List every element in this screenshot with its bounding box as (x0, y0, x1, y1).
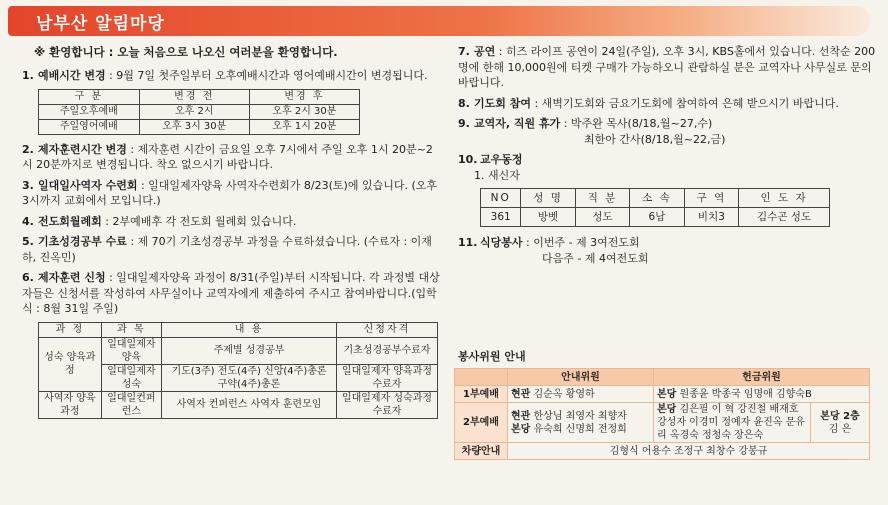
notice-text: : 이번주 - 제 3여전도회 (522, 236, 640, 249)
table-header: 구 역 (684, 189, 738, 208)
notice-7 (458, 44, 878, 91)
table-header: 직 분 (575, 189, 629, 208)
notice-5 (22, 234, 442, 265)
notice-heading: 제자훈련시간 변경 (38, 142, 127, 156)
title-bar (8, 6, 870, 36)
table-cell: 주일영어예배 (39, 119, 140, 134)
discipleship-course-table (38, 322, 438, 419)
notice-heading: 식당봉사 (480, 236, 523, 249)
table-cell: 주일오후예배 (39, 104, 140, 119)
table-row (455, 443, 870, 460)
notice-heading: 전도회월례회 (38, 214, 102, 228)
notice-number: 7. (458, 45, 470, 58)
location-tag: 본당 (511, 423, 531, 435)
notice-text: : 2부예배후 각 전도회 월례회 있습니다. (101, 214, 297, 228)
table-row (455, 403, 870, 443)
table-header: 과 정 (39, 322, 102, 337)
notice-text: : 일대일제자양육 과정이 8/31(주일)부터 시작됩니다. 각 과정별 대상자들은 신청서를 작성하여 사무실이나 교역자에게 제출하여 주시고 참여바랍니다.(입학식 : 8월 31일 주일) (22, 271, 440, 315)
notice-number: 1. (22, 69, 34, 82)
notice-text: 다음주 - 제 4여전도회 (542, 251, 649, 265)
table-cell: 성도 (575, 208, 629, 227)
table-cell: 오후 2시 30분 (249, 104, 359, 119)
location-tag: 본당 (657, 404, 677, 415)
table-cell: 일대일제자양육 (101, 337, 161, 364)
notice-3 (22, 178, 442, 209)
table-header: 소 속 (630, 189, 684, 208)
notice-heading: 예배시간 변경 (38, 69, 106, 82)
notice-text: : 박주완 목사(8/18,월~27,수) (560, 117, 713, 130)
notice-text: : 새벽기도회와 금요기도회에 참여하여 은혜 받으시기 바랍니다. (530, 96, 839, 110)
table-cell: 성숙 양육과정 (39, 337, 102, 391)
notice-1 (22, 68, 442, 84)
service-time-table (38, 89, 360, 135)
notice-text: 최한아 간사(8/18,월~22,금) (584, 132, 726, 146)
table-cell (508, 386, 654, 403)
table-cell: 주제별 성경공부 (162, 337, 337, 364)
table-header: 내 용 (162, 322, 337, 337)
table-cell: 6남 (630, 208, 684, 227)
names: 한상님 최영자 최향자 (533, 410, 627, 422)
table-row (39, 391, 438, 418)
table-cell (654, 386, 870, 403)
table-row (39, 337, 438, 364)
page-title: 남부산 알림마당 (36, 14, 165, 34)
notice-number: 4. (22, 214, 34, 228)
table-cell: 일대일제자 성숙과정 수료자 (336, 391, 437, 418)
new-member-table (480, 188, 830, 227)
table-header: 인 도 자 (739, 189, 830, 208)
table-cell: 기도(3주) 전도(4주) 신앙(4주)총론 구약(4주)총론 (162, 364, 337, 391)
table-row (455, 386, 870, 403)
table-cell (811, 403, 870, 443)
location-tag: 현관 (511, 410, 531, 422)
notice-heading: 교우동정 (480, 153, 523, 166)
welcome-message: ※ 환영합니다 : 오늘 처음으로 나오신 여러분을 환영합니다. (34, 45, 338, 59)
table-cell: 오후 2시 (139, 104, 249, 119)
notice-number: 6. (22, 271, 34, 284)
table-header: 성 명 (521, 189, 575, 208)
volunteer-section-title: 봉사위원 안내 (458, 350, 526, 363)
table-header: 안내위원 (508, 369, 654, 386)
table-row (39, 119, 360, 134)
notice-6 (22, 270, 442, 317)
table-header: 변경 전 (139, 89, 249, 104)
table-cell: 비치3 (684, 208, 738, 227)
row-label: 2부예배 (455, 403, 508, 443)
notice-heading: 일대일사역자 수련회 (38, 178, 138, 192)
notice-number: 5. (22, 235, 34, 248)
notice-heading: 교역자, 직원 휴가 (474, 117, 561, 130)
location-tag: 본당 2층 (820, 410, 860, 422)
table-header: 과 목 (101, 322, 161, 337)
location-tag: 본당 (657, 388, 677, 400)
names: 김 은 (828, 423, 852, 435)
notice-number: 3. (22, 178, 34, 192)
volunteer-table (454, 368, 870, 460)
notice-9 (458, 116, 878, 147)
table-cell: 일대일제자 양육과정 수료자 (336, 364, 437, 391)
notice-number: 11. (458, 236, 478, 249)
table-cell: 기초성경공부수료자 (336, 337, 437, 364)
names: 원종윤 박종국 임명애 김향숙B (679, 388, 812, 400)
row-label: 차량안내 (455, 443, 508, 460)
notice-heading: 공연 (474, 45, 496, 58)
names: 김은필 이 혁 강진철 배재호 강성자 이경미 정예자 윤진옥 문유리 옥경숙 정청숙 장은숙 (657, 404, 805, 441)
table-header: 헌금위원 (654, 369, 870, 386)
names: 유숙희 신명희 전정희 (533, 423, 627, 435)
table-header: 신청자격 (336, 322, 437, 337)
row-label: 1부예배 (455, 386, 508, 403)
table-cell (508, 403, 654, 443)
notice-text: : 히즈 라이프 공연이 24일(주일), 오후 3시, KBS홀에서 있습니다. 선착순 200명에 한해 10,000원에 티켓 구매가 가능하오니 관람하실 분은 교역자나 사무실로 문의 바랍니다. (458, 45, 876, 89)
notice-number: 8. (458, 96, 470, 110)
table-cell: 김형식 어용수 조정구 최창수 강봉규 (508, 443, 870, 460)
table-cell: 일대일제자성숙 (101, 364, 161, 391)
notice-heading: 기도회 참여 (474, 96, 531, 110)
table-row (39, 104, 360, 119)
notice-text: : 제 70기 기초성경공부 과정을 수료하셨습니다. (수료자 : 이재하, 진옥민) (22, 235, 432, 264)
table-cell: 방벳 (521, 208, 575, 227)
notice-number: 10. (458, 153, 478, 166)
notice-text: : 제자훈련 시간이 금요일 오후 7시에서 주일 오후 1시 20분~2시 20분까지로 변경됩니다. 착오 없으시기 바랍니다. (22, 142, 433, 171)
notice-number: 9. (458, 117, 470, 130)
location-tag: 현관 (511, 388, 531, 400)
notice-4 (22, 214, 442, 230)
table-header: 구 분 (39, 89, 140, 104)
table-header: NO (481, 189, 521, 208)
table-cell (654, 403, 811, 443)
notice-heading: 제자훈련 신청 (38, 271, 106, 284)
notice-8 (458, 96, 878, 112)
table-cell: 오후 1시 20분 (249, 119, 359, 134)
table-cell: 361 (481, 208, 521, 227)
table-cell: 사역자 양육과정 (39, 391, 102, 418)
notice-10 (458, 152, 878, 183)
notice-number: 2. (22, 142, 34, 156)
table-row (481, 208, 830, 227)
table-cell: 사역자 컨퍼런스 사역자 훈련모임 (162, 391, 337, 418)
notice-subheading: 1. 새신자 (474, 168, 520, 182)
table-cell: 오후 3시 30분 (139, 119, 249, 134)
table-cell: 일대일컨퍼런스 (101, 391, 161, 418)
left-column (22, 44, 442, 419)
table-header: 변경 후 (249, 89, 359, 104)
notice-text: : 일대일제자양육 사역자수련회가 8/23(토)에 있습니다. (오후 3시까지 교회에서 모입니다.) (22, 178, 437, 207)
notice-2 (22, 142, 442, 173)
notice-11 (458, 235, 878, 266)
names: 김순옥 황영하 (533, 388, 595, 400)
right-column (458, 44, 878, 271)
table-cell: 김수곤 성도 (739, 208, 830, 227)
notice-text: : 9월 7일 첫주일부터 오후예배시간과 영어예배시간이 변경됩니다. (105, 69, 428, 82)
notice-heading: 기초성경공부 수료 (38, 235, 127, 248)
